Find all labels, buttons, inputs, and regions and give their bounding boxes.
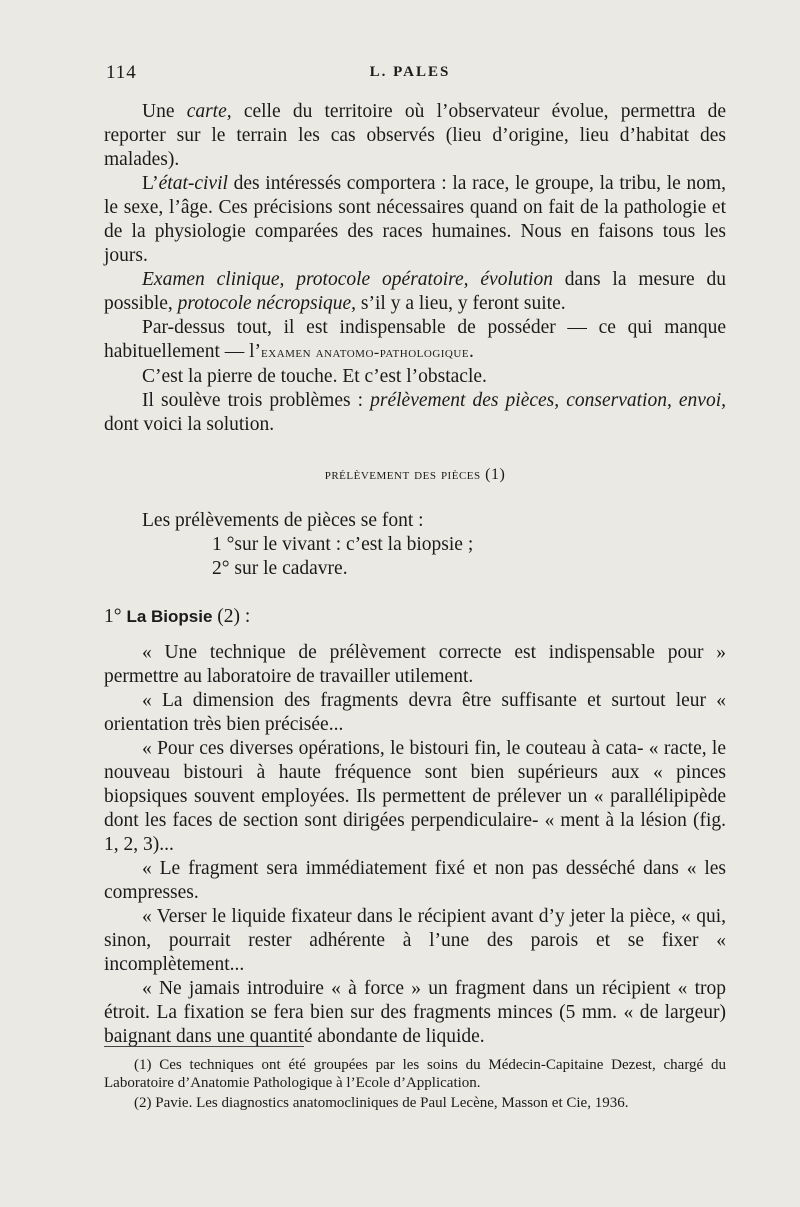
list-item-cadavre: 2° sur le cadavre. — [212, 558, 348, 579]
list-item-vivant: 1 °sur le vivant : c’est la biopsie ; — [212, 534, 474, 555]
section-title: prélèvement des pièces (1) — [324, 466, 506, 483]
biopsy-quotation — [104, 641, 726, 1049]
page-number: 114 — [106, 62, 137, 83]
paragraph-etat-civil: L’état-civil des intéressés comportera : la race, le groupe, la tribu, le nom, le sexe, l’âge. Ces précisions sont nécessaires quand on fait de la pathologie et de la physiologie comparées des races humaines. Nous en faisons tous les jours. — [104, 173, 726, 266]
quote-paragraph: « La dimension des fragments devra être suffisante et surtout leur « orientation très bien précisée... — [104, 690, 726, 735]
quote-paragraph: « Ne jamais introduire « à force » un fragment dans un récipient « trop étroit. La fixation se fera bien sur des fragments minces (5 mm. « de largeur) baignant dans une quantité abondante de liquide. — [104, 978, 726, 1047]
running-head-author: L. PALES — [369, 64, 451, 80]
running-header — [100, 62, 720, 86]
main-text — [104, 100, 726, 1049]
footnote-divider — [104, 1046, 304, 1047]
paragraph-trois-problemes: Il soulève trois problèmes : prélèvement des pièces, conservation, envoi, dont voici la solution. — [104, 390, 726, 435]
quote-paragraph: « Une technique de prélèvement correcte est indispensable pour » permettre au laboratoire de travailler utilement. — [104, 642, 726, 687]
quote-paragraph: « Pour ces diverses opérations, le bistouri fin, le couteau à cata- « racte, le nouveau bistouri à haute fréquence sont bien supérieurs aux « pinces biopsiques souvent employées. Ils permettent de prélever un « parallélipipède dont les faces de section sont dirigées perpendiculaire- « ment à la lésion (fig. 1, 2, 3)... — [104, 738, 726, 855]
footnotes — [104, 1056, 726, 1112]
section-intro: Les prélèvements de pièces se font : — [142, 510, 424, 531]
paragraph-pierre-de-touche: C’est la pierre de touche. Et c’est l’obstacle. — [142, 366, 487, 387]
paragraph-examen-clinique: Examen clinique, protocole opératoire, évolution dans la mesure du possible, protocole nécropsique, s’il y a lieu, y feront suite. — [104, 269, 726, 314]
quote-paragraph: « Le fragment sera immédiatement fixé et non pas desséché dans « les compresses. — [104, 858, 726, 903]
subsection-heading: 1° La Biopsie (2) : — [104, 606, 251, 627]
quote-paragraph: « Verser le liquide fixateur dans le récipient avant d’y jeter la pièce, « qui, sinon, pourrait rester adhérente à l’une des parois et se fixer « incomplètement... — [104, 906, 726, 975]
footnote-1: (1) Ces techniques ont été groupées par les soins du Médecin-Capitaine Dezest, chargé du Laboratoire d’Anatomie Pathologique à l’Ecole d’Application. — [104, 1057, 726, 1091]
paragraph-carte: Une carte, celle du territoire où l’observateur évolue, permettra de reporter sur le terrain les cas observés (lieu d’origine, lieu d’habitat des malades). — [104, 101, 726, 170]
footnote-2: (2) Pavie. Les diagnostics anatomocliniques de Paul Lecène, Masson et Cie, 1936. — [134, 1095, 629, 1111]
paragraph-par-dessus-tout: Par-dessus tout, il est indispensable de posséder — ce qui manque habituellement — l’examen anatomo-pathologique. — [104, 317, 726, 362]
